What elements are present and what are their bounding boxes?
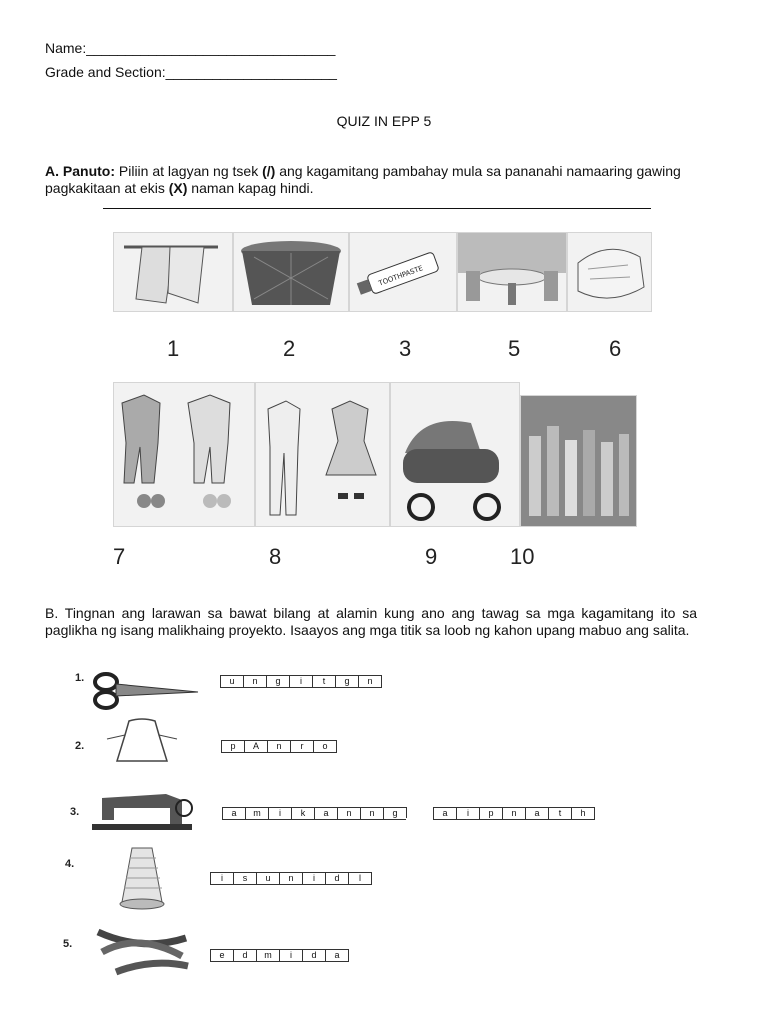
part-a-label: A. Panuto: (45, 163, 115, 179)
letter-box: i (456, 807, 479, 820)
letter-box: n (267, 740, 290, 753)
scissors-picture (92, 670, 200, 710)
letter-box: i (210, 872, 233, 885)
part-b-instructions: B. Tingnan ang larawan sa bawat bilang at alamin kung ano ang tawag sa mga kagamitang ito sa paglikha ng isang malikhaing proyekto. Isaayos ang mga titik sa loob ng kahon upang mabuo ang salita. (45, 605, 697, 638)
item-number-7: 7 (113, 544, 126, 569)
letter-boxes-3 (222, 807, 595, 820)
grade-section-field-label: Grade and Section:______________________ (45, 64, 337, 80)
apron-picture (105, 715, 180, 767)
letter-box: a (325, 949, 349, 962)
letter-box: u (220, 675, 243, 688)
part-b-number-4: 4. (65, 858, 75, 870)
letter-box: g (266, 675, 289, 688)
letter-boxes-4 (210, 872, 372, 885)
letter-box: g (335, 675, 358, 688)
letter-box: a (314, 807, 337, 820)
item-number-5: 5 (508, 336, 521, 361)
sewing-machine-picture (88, 786, 198, 834)
letter-box: a (525, 807, 548, 820)
item-number-3: 3 (399, 336, 412, 361)
item-number-1: 1 (167, 336, 180, 361)
letter-boxes-5 (210, 949, 349, 962)
letter-box: t (312, 675, 335, 688)
letter-box: a (433, 807, 456, 820)
letter-box: h (571, 807, 595, 820)
measuring-tape-picture (92, 922, 192, 977)
letter-box: n (337, 807, 360, 820)
item-number-6: 6 (609, 336, 622, 361)
letter-box: d (302, 949, 325, 962)
towel-rack-picture (113, 232, 233, 312)
letter-box: m (256, 949, 279, 962)
letter-boxes-2 (221, 740, 337, 753)
letter-box: n (279, 872, 302, 885)
letter-box: p (221, 740, 244, 753)
part-b-number-5: 5. (63, 938, 73, 950)
page-title: QUIZ IN EPP 5 (336, 113, 432, 129)
letter-box (406, 807, 433, 818)
baby-stroller-picture (390, 382, 520, 527)
letter-box: i (289, 675, 312, 688)
toothpaste-picture (349, 232, 457, 312)
letter-box: s (233, 872, 256, 885)
letter-box: i (302, 872, 325, 885)
toothpaste-label: TOOTHPASTE (377, 264, 425, 288)
item-number-2: 2 (283, 336, 296, 361)
letter-box: n (360, 807, 383, 820)
letter-box: k (291, 807, 314, 820)
letter-box: n (502, 807, 525, 820)
name-field-label: Name:________________________________ (45, 40, 336, 56)
letter-box: A (244, 740, 267, 753)
letter-box: a (222, 807, 245, 820)
thread-spool-picture (112, 842, 174, 912)
letter-box: n (243, 675, 266, 688)
dining-table-picture (457, 232, 567, 312)
laundry-hamper-picture (233, 232, 349, 312)
pajamas-picture (113, 382, 255, 527)
part-b-number-1: 1. (75, 672, 85, 684)
letter-boxes-1 (220, 675, 382, 688)
letter-box: r (290, 740, 313, 753)
letter-box: g (383, 807, 406, 820)
part-a-instructions: A. Panuto: Piliin at lagyan ng tsek (/) ang kagamitang pambahay mula sa pananahi namaaring gawing pagkakitaan at ekis (X) naman kapag hindi. (45, 163, 681, 196)
item-number-9: 9 (425, 544, 438, 569)
item-number-10: 10 (510, 544, 535, 569)
school-uniform-picture (255, 382, 390, 527)
item-number-8: 8 (269, 544, 282, 569)
letter-box: n (358, 675, 382, 688)
letter-box: d (325, 872, 348, 885)
letter-box: m (245, 807, 268, 820)
recycled-crafts-picture (520, 395, 637, 527)
cushion-picture (567, 232, 652, 312)
letter-box: l (348, 872, 372, 885)
part-b-number-2: 2. (75, 740, 85, 752)
cross-symbol: (X) (168, 180, 188, 196)
letter-box: o (313, 740, 337, 753)
letter-box: i (268, 807, 291, 820)
letter-box: p (479, 807, 502, 820)
check-symbol: (/) (262, 163, 276, 179)
divider-line (103, 208, 651, 209)
letter-box: t (548, 807, 571, 820)
part-b-number-3: 3. (70, 806, 80, 818)
letter-box: u (256, 872, 279, 885)
letter-box: e (210, 949, 233, 962)
letter-box: i (279, 949, 302, 962)
letter-box: d (233, 949, 256, 962)
